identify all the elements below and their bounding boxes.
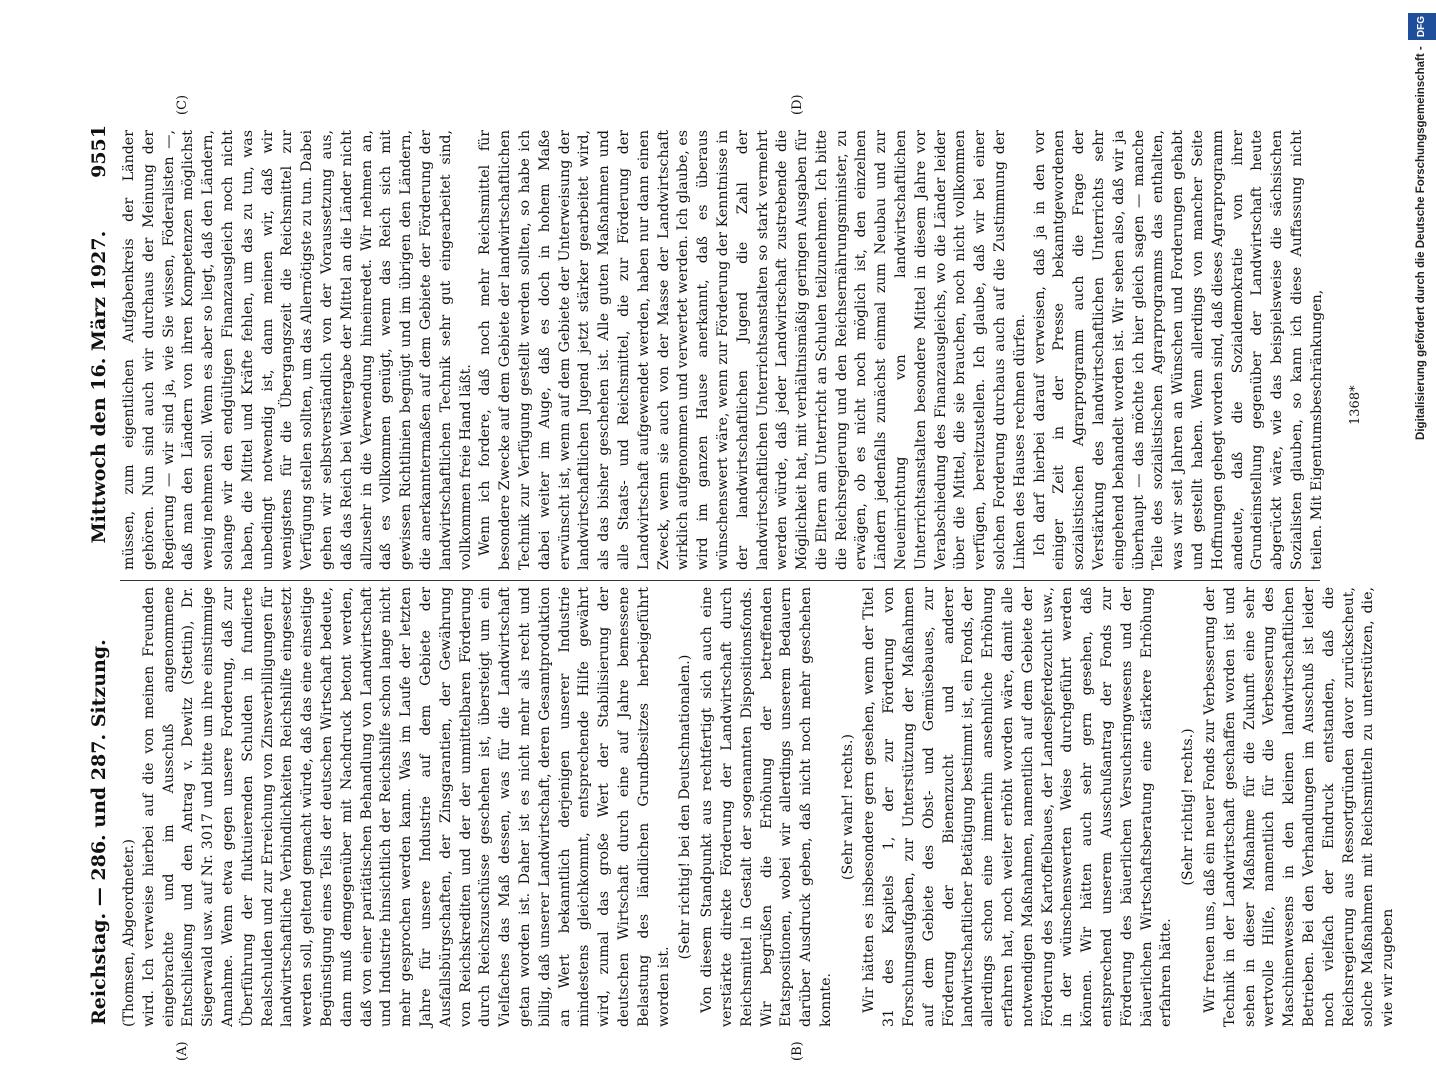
- margin-mark-b: (B): [790, 1041, 805, 1061]
- left-text-column: [120, 587, 1397, 1027]
- left-column-paragraph: (Sehr richtig! bei den Deutschnationalen.): [677, 654, 694, 960]
- left-column-paragraph: Wir hätten es insbesondere gern gesehen, wenn der Titel 31 des Kapitels 1, der zur Förderung von Forschungsaufgaben, zur Unterstützung der Maßnahmen auf dem Gebiete des Obst- und Gemüsebaues, zur Förderung der Bienenzucht und anderer landwirtschaftlicher Betätigung bestimmt ist, ein Fonds, der allerdings schon eine immerhin ansehnliche Erhöhung erfahren hat, noch weiter erhöht worden wäre, damit alle notwendigen Maßnahmen, namentlich auf dem Gebiete der Förderung des Kartoffelbaues, der Landespferdezucht usw., in der wünschenswerten Weise durchgeführt werden können. Wir hätten auch sehr gern gesehen, daß entsprechend unserem Ausschußantrag der Fonds zur Förderung des bäuerlichen Versuchsringwesens und der bäuerlichen Wirtschaftsberatung eine stärkere Erhöhung erfahren hätte.: [861, 587, 1175, 1027]
- margin-mark-d: (D): [790, 94, 805, 115]
- header-session: Reichstag. — 286. und 287. Sitzung.: [88, 639, 110, 1025]
- digitization-notice: [1408, 8, 1434, 988]
- right-text-column: [120, 130, 1340, 570]
- rotated-document: [80, 75, 1400, 1075]
- left-column-paragraph: (Sehr wahr! rechts.): [839, 733, 856, 881]
- left-column-paragraph: Wir freuen uns, daß ein neuer Fonds zur Verbesserung der Technik in der Landwirtschaft geschaffen worden ist und sehen in dieser Maßnahme für die Zukunft eine sehr wertvolle Hilfe, namentlich für die Verbesserung des Maschinenwesens in den kleinen landwirtschaftlichen Betrieben. Bei den Verhandlungen im Ausschuß ist leider noch vielfach der Eindruck entstanden, daß die Reichsregierung aus Ressortgründen davor zurückscheut, solche Maßnahmen mit Reichsmitteln zu unterstützen, die, wie wir zugeben: [1202, 587, 1397, 1027]
- header-date-and-page: [88, 125, 110, 543]
- header-page-number: 9551: [88, 125, 110, 178]
- left-column-paragraph: wird. Ich verweise hierbei auf die von meinen Freunden eingebrachte und im Ausschuß angenommene Entschließung und den Antrag v. Dewitz (Stettin), Dr. Siegerwald usw. auf Nr. 3017 und bitte um ihre einstimmige Annahme. Wenn etwa gegen unsere Forderung, daß zur Überführung der fluktuierenden Schulden in fundierte Realschulden und zur Erreichung von Zinsverbilligungen für landwirtschaftliche Verbindlichkeiten Reichshilfe eingesetzt werden soll, geltend gemacht würde, daß das eine einseitige Begünstigung eines Teils der deutschen Wirtschaft bedeute, dann muß demgegenüber mit Nachdruck betont werden, daß von einer paritätischen Behandlung von Landwirtschaft und Industrie hinsichtlich der Reichshilfe schon lange nicht mehr gesprochen werden kann. Was im Laufe der letzten Jahre für unsere Industrie auf dem Gebiete der Ausfallsbürgschaften, der Zinsgarantien, der Gewährung von Reichskrediten und der der unmittelbaren Förderung durch Reichszuschüsse geschehen ist, übersteigt um ein Vielfaches das Maß dessen, was für die Landwirtschaft getan worden ist. Daher ist es nicht mehr als recht und billig, daß unserer Landwirtschaft, deren Gesamtproduktion an Wert bekanntlich derjenigen unserer Industrie mindestens gleichkommt, entsprechende Hilfe gewährt wird, zumal das große Wert der Stabilisierung der deutschen Wirtschaft durch eine auf Jahre bemessene Belastung des ländlichen Grundbesitzes herbeigeführt worden ist.: [140, 587, 672, 1027]
- left-column-paragraph: Von diesem Standpunkt aus rechtfertigt sich auch eine verstärkte direkte Förderung der Landwirtschaft durch Reichsmittel in Gestalt der sogenannten Dispositionsfonds. Wir begrüßen die Erhöhung der betreffenden Etatspositionen, wobei wir allerdings unserem Bedauern darüber Ausdruck geben, daß nicht noch mehr geschehen konnte.: [699, 587, 834, 1027]
- column-divider: [120, 580, 1320, 581]
- margin-mark-c: (C): [175, 94, 190, 115]
- left-column-paragraph: (Thomsen, Abgeordneter.): [121, 838, 137, 1027]
- footer-signature: 1368*: [1348, 385, 1363, 425]
- page-header: [88, 125, 116, 1025]
- right-column-paragraph: Wenn ich fordere, daß noch mehr Reichsmittel für besondere Zwecke auf dem Gebiete der landwirtschaftlichen Technik zur Verfügung gestellt werden sollten, so habe ich dabei weiter im Auge, daß es doch in hohem Maße erwünscht ist, wenn auf dem Gebiete der Unterweisung der landwirtschaftlichen Jugend jetzt stärker gearbeitet wird, als das bisher geschehen ist. Alle guten Maßnahmen und alle Staats- und Reichsmittel, die zur Förderung der Landwirtschaft aufgewendet werden, haben nur dann einen Zweck, wenn sie auch von der Masse der Landwirtschaft wirklich aufgenommen und verwertet werden. Ich glaube, es wird im ganzen Hause anerkannt, daß es überaus wünschenswert wäre, wenn zur Förderung der Kenntnisse in der landwirtschaftlichen Jugend die Zahl der landwirtschaftlichen Unterrichtsanstalten so stark vermehrt werden würde, daß jeder Landwirtschaft zustrebende die Möglichkeit hat, mit verhältnismäßig geringen Ausgaben für die Eltern am Unterricht an Schulen teilzunehmen. Ich bitte die Reichsregierung und den Reichsernährungsminister, zu erwägen, ob es nicht noch möglich ist, den einzelnen Ländern jedenfalls zunächst einmal zum Neubau und zur Neueinrichtung von landwirtschaftlichen Unterrichtsanstalten besondere Mittel in diesem Jahre vor Verabschiedung des Finanzausgleichs, wo die Länder leider über die Mittel, die sie brauchen, noch nicht vollkommen verfügen, bereitzustellen. Ich glaube, daß wir bei einer solchen Forderung durchaus auch auf die Zustimmung der Linken des Hauses rechnen dürfen.: [477, 130, 1028, 570]
- dfg-logo: DFG: [1408, 13, 1436, 40]
- digitization-notice-text: Digitalisierung gefördert durch die Deutsche Forschungsgemeinschaft -: [1415, 46, 1427, 440]
- right-column-paragraph: müssen, zum eigentlichen Aufgabenkreis der Länder gehören. Nun sind auch wir durchaus der Meinung der Regierung — wir sind ja, wie Sie wissen, Föderalisten —, daß man den Ländern von ihren Kompetenzen möglichst wenig nehmen soll. Wenn es aber so liegt, daß den Ländern, solange wir den endgültigen Finanzausgleich noch nicht haben, die Mittel und Kräfte fehlen, um das zu tun, was unbedingt notwendig ist, dann meinen wir, daß wir wenigstens für die Übergangszeit die Reichsmittel zur Verfügung stellen sollten, um das Allernötigste zu tun. Dabei gehen wir selbstverständlich von der Voraussetzung aus, daß das Reich bei Weitergabe der Mittel an die Länder nicht allzusehr in die Verwendung hineinredet. Wir nehmen an, daß es vollkommen genügt, wenn das Reich sich mit gewissen Richtlinien begnügt und im übrigen den Ländern, die anerkanntermaßen auf dem Gebiete der Förderung der landwirtschaftlichen Technik sehr gut eingearbeitet sind, vollkommen freie Hand läßt.: [121, 130, 474, 570]
- right-column-paragraph: Ich darf hierbei darauf verweisen, daß ja in den vor einiger Zeit in der Presse bekanntgewordenen sozialistischen Agrarprogramm auch die Frage der Verstärkung des landwirtschaftlichen Unterrichts sehr eingehend behandelt worden ist. Wir sehen also, daß wir ja überhaupt — das möchte ich hier gleich sagen — manche Teile des sozialistischen Agrarprogramms das enthalten, was wir seit Jahren an Wünschen und Forderungen gehabt und gestellt haben. Wenn allerdings von mancher Seite Hoffnungen gehegt worden sind, daß dieses Agrarprogramm andeute, daß die Sozialdemokratie von ihrer Grundeinstellung gegenüber der Landwirtschaft heute abgerückt wäre, wie das beispielsweise die sächsischen Sozialisten glauben, so kann ich diese Auffassung nicht teilen. Mit Eigentumsbeschränkungen,: [1031, 130, 1325, 570]
- header-date: Mittwoch den 16. März 1927.: [88, 230, 110, 544]
- margin-mark-a: (A): [175, 1041, 190, 1061]
- left-column-paragraph: (Sehr richtig! rechts.): [1180, 728, 1197, 886]
